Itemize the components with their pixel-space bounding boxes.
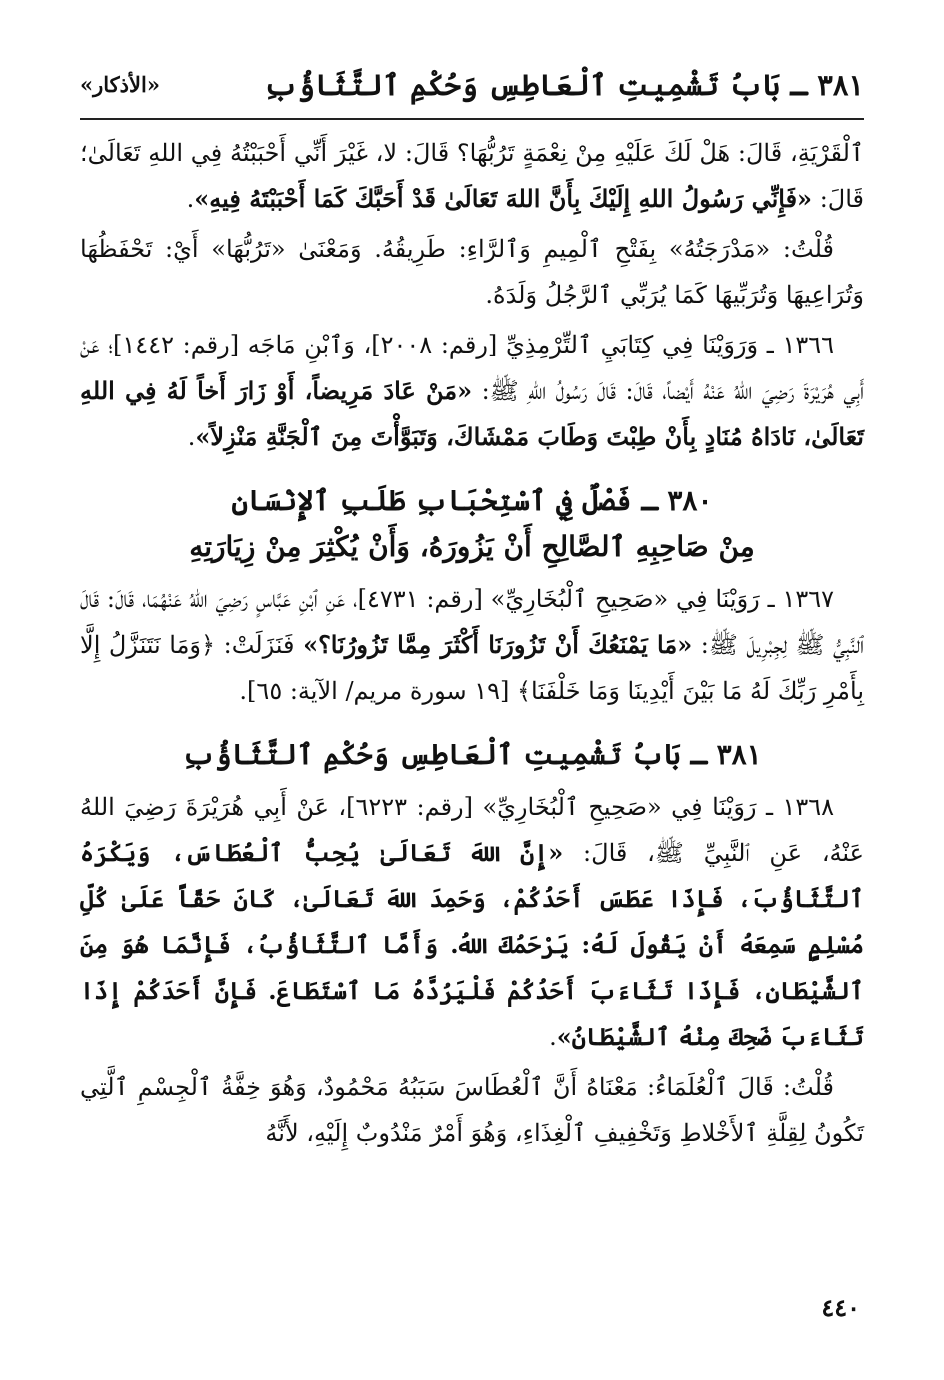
paragraph-end: .: [187, 423, 196, 451]
page-number: ٤٤٠: [821, 1293, 860, 1322]
paragraph-text: ٱلْقَرْيَةِ، قَالَ: هَلْ لَكَ عَلَيْهِ مِنْ نِعْمَةٍ تَرُبُّهَا؟ قَالَ: لا، غَيْرَ أَنِّي أَحْبَبْتُهُ فِي اللهِ تَعَالَىٰ؛ قَالَ:: [80, 139, 865, 213]
paragraph-hadith-1366: [80, 322, 864, 460]
paragraph-commentary-ulama: [80, 1064, 864, 1156]
hadith-quote: «مَنْ عَادَ مَرِيضاً، أَوْ زَارَ أَخاً لَهُ فِي اللهِ تَعَالَىٰ، نَادَاهُ مُنَادٍ بِأَنْ طِبْتَ وَطَابَ مَمْشَاكَ، وَتَبَوَّأْتَ مِنَ ٱلْجَنَّةِ مَنْزِلاً»: [80, 376, 864, 451]
header-book-title: «الأذكار»: [80, 72, 160, 97]
paragraph-text: ١٣٦٨ ـ رَوَيْنَا فِي «صَحِيحِ ٱلْبُخَارِيِّ» [رقم: ٦٢٢٣]، عَنْ أَبِي هُرَيْرَةَ رَضِيَ اللهُ عَنْهُ، عَنِ ٱلنَّبِيِّ ﷺ، قَالَ:: [80, 793, 864, 867]
header-chapter-title: ٣٨١ ـ بَابُ تَشْمِيتِ ٱلْعَاطِسِ وَحُكْمِ ٱلتَّثَاؤُبِ: [263, 68, 864, 102]
hadith-quote: «إِنَّ اللهَ تَعَالَىٰ يُحِبُّ ٱلْعُطَاسَ، وَيَكْرَهُ ٱلتَّثَاؤُبَ، فَإِذَا عَطَسَ أَحَدُكُمْ، وَحَمِدَ اللهَ تَعَالَىٰ، كَانَ حَقّاً عَلَىٰ كُلِّ مُسْلِمٍ سَمِعَهُ أَنْ يَقُولَ لَهُ: يَرْحَمُكَ اللهُ. وَأَمَّا ٱلتَّثَاؤُبُ، فَإِنَّمَا هُوَ مِنَ ٱلشَّيْطَانِ، فَإِذَا تَثَاءَبَ أَحَدُكُمْ فَلْيَرُدَّهُ مَا ٱسْتَطَاعَ. فَإِنَّ أَحَدَكُمْ إِذَا تَثَاءَبَ ضَحِكَ مِنْهُ ٱلشَّيْطَانُ»: [80, 838, 864, 1051]
paragraph-hadith-1368: [80, 784, 864, 1060]
header-divider: [80, 118, 864, 120]
paragraph-end: فَنَزَلَتْ: ﴿وَمَا نَتَنَزَّلُ إِلَّا بِأَمْرِ رَبِّكَ لَهُ مَا بَيْنَ أَيْدِينَا وَمَا خَلْفَنَا﴾ [١٩ سورة مريم/ الآية: ٦٥].: [80, 631, 864, 705]
section-heading-line-1: ٣٨٠ ـ فَصْلٌ فِي ٱسْتِحْبَابِ طَلَبِ ٱلإِنْسَانِ: [231, 484, 713, 517]
paragraph-text: ١٣٦٦ ـ وَرَوَيْنَا فِي كِتَابَيِ ٱلتِّرْمِذِيِّ [رقم: ٢٠٠٨]، وَٱبْنِ مَاجَه [رقم: ١٤٤٢]؛ عَنْ أَبِي هُرَيْرَةَ رَضِيَ اللهُ عَنْهُ أَيْضاً، قَالَ: قَالَ رَسُولُ اللهِ ﷺ:: [80, 331, 865, 405]
paragraph-hadith-1367: [80, 576, 864, 714]
hadith-quote: «فَإِنِّي رَسُولُ اللهِ إِلَيْكَ بِأَنَّ اللهَ تَعَالَىٰ قَدْ أَحَبَّكَ كَمَا أَحْبَبْتَهُ فِيهِ»: [194, 184, 813, 213]
paragraph-end: .: [186, 185, 195, 213]
page-body: [80, 130, 864, 1160]
paragraph-text: قُلْتُ: قَالَ ٱلْعُلَمَاءُ: مَعْنَاهُ أَنَّ ٱلْعُطَاسَ سَبَبُهُ مَحْمُودٌ، وَهُوَ خِفَّةُ ٱلْجِسْمِ ٱلَّتِي تَكُونُ لِقِلَّةِ ٱلأَخْلاطِ وَتَخْفِيفِ ٱلْغِذَاءِ، وَهُوَ أَمْرٌ مَنْدُوبٌ إِلَيْهِ، لأَنَّهُ: [80, 1073, 864, 1147]
paragraph-end: .: [549, 1023, 557, 1051]
paragraph-text: قُلْتُ: «مَدْرَجَتُهُ» بِفَتْحِ ٱلْمِيمِ وَٱلرَّاءِ: طَرِيقُهُ. وَمَعْنَىٰ «تَرُبُّهَا» أَيْ: تَحْفَظُهَا وَتُرَاعِيهَا وَتُرَبِّيهَا كَمَا يُرَبِّي ٱلرَّجُلُ وَلَدَهُ.: [80, 235, 864, 309]
section-heading-line-2: مِنْ صَاحِبِهِ ٱلصَّالِحِ أَنْ يَزُورَهُ، وَأَنْ يُكْثِرَ مِنْ زِيَارَتِهِ: [189, 530, 755, 563]
section-heading-380: [80, 478, 864, 570]
hadith-quote: «مَا يَمْنَعُكَ أَنْ تَزُورَنَا أَكْثَرَ مِمَّا تَزُورُنَا؟»: [303, 630, 693, 659]
section-heading-381: ٣٨١ ـ بَابُ تَشْمِيتِ ٱلْعَاطِسِ وَحُكْمِ ٱلتَّثَاؤُبِ: [182, 738, 762, 771]
running-header: [80, 58, 864, 118]
paragraph-commentary: [80, 226, 864, 318]
paragraph-text: ١٣٦٧ ـ رَوَيْنَا فِي «صَحِيحِ ٱلْبُخَارِيِّ» [رقم: ٤٧٣١]، عَنِ ٱبْنِ عَبَّاسٍ رَضِيَ اللهُ عَنْهُمَا، قَالَ: قَالَ ٱلنَّبِيُّ ﷺ لِجِبْرِيلَ ﷺ:: [80, 585, 864, 659]
paragraph-continuation: [80, 130, 864, 222]
